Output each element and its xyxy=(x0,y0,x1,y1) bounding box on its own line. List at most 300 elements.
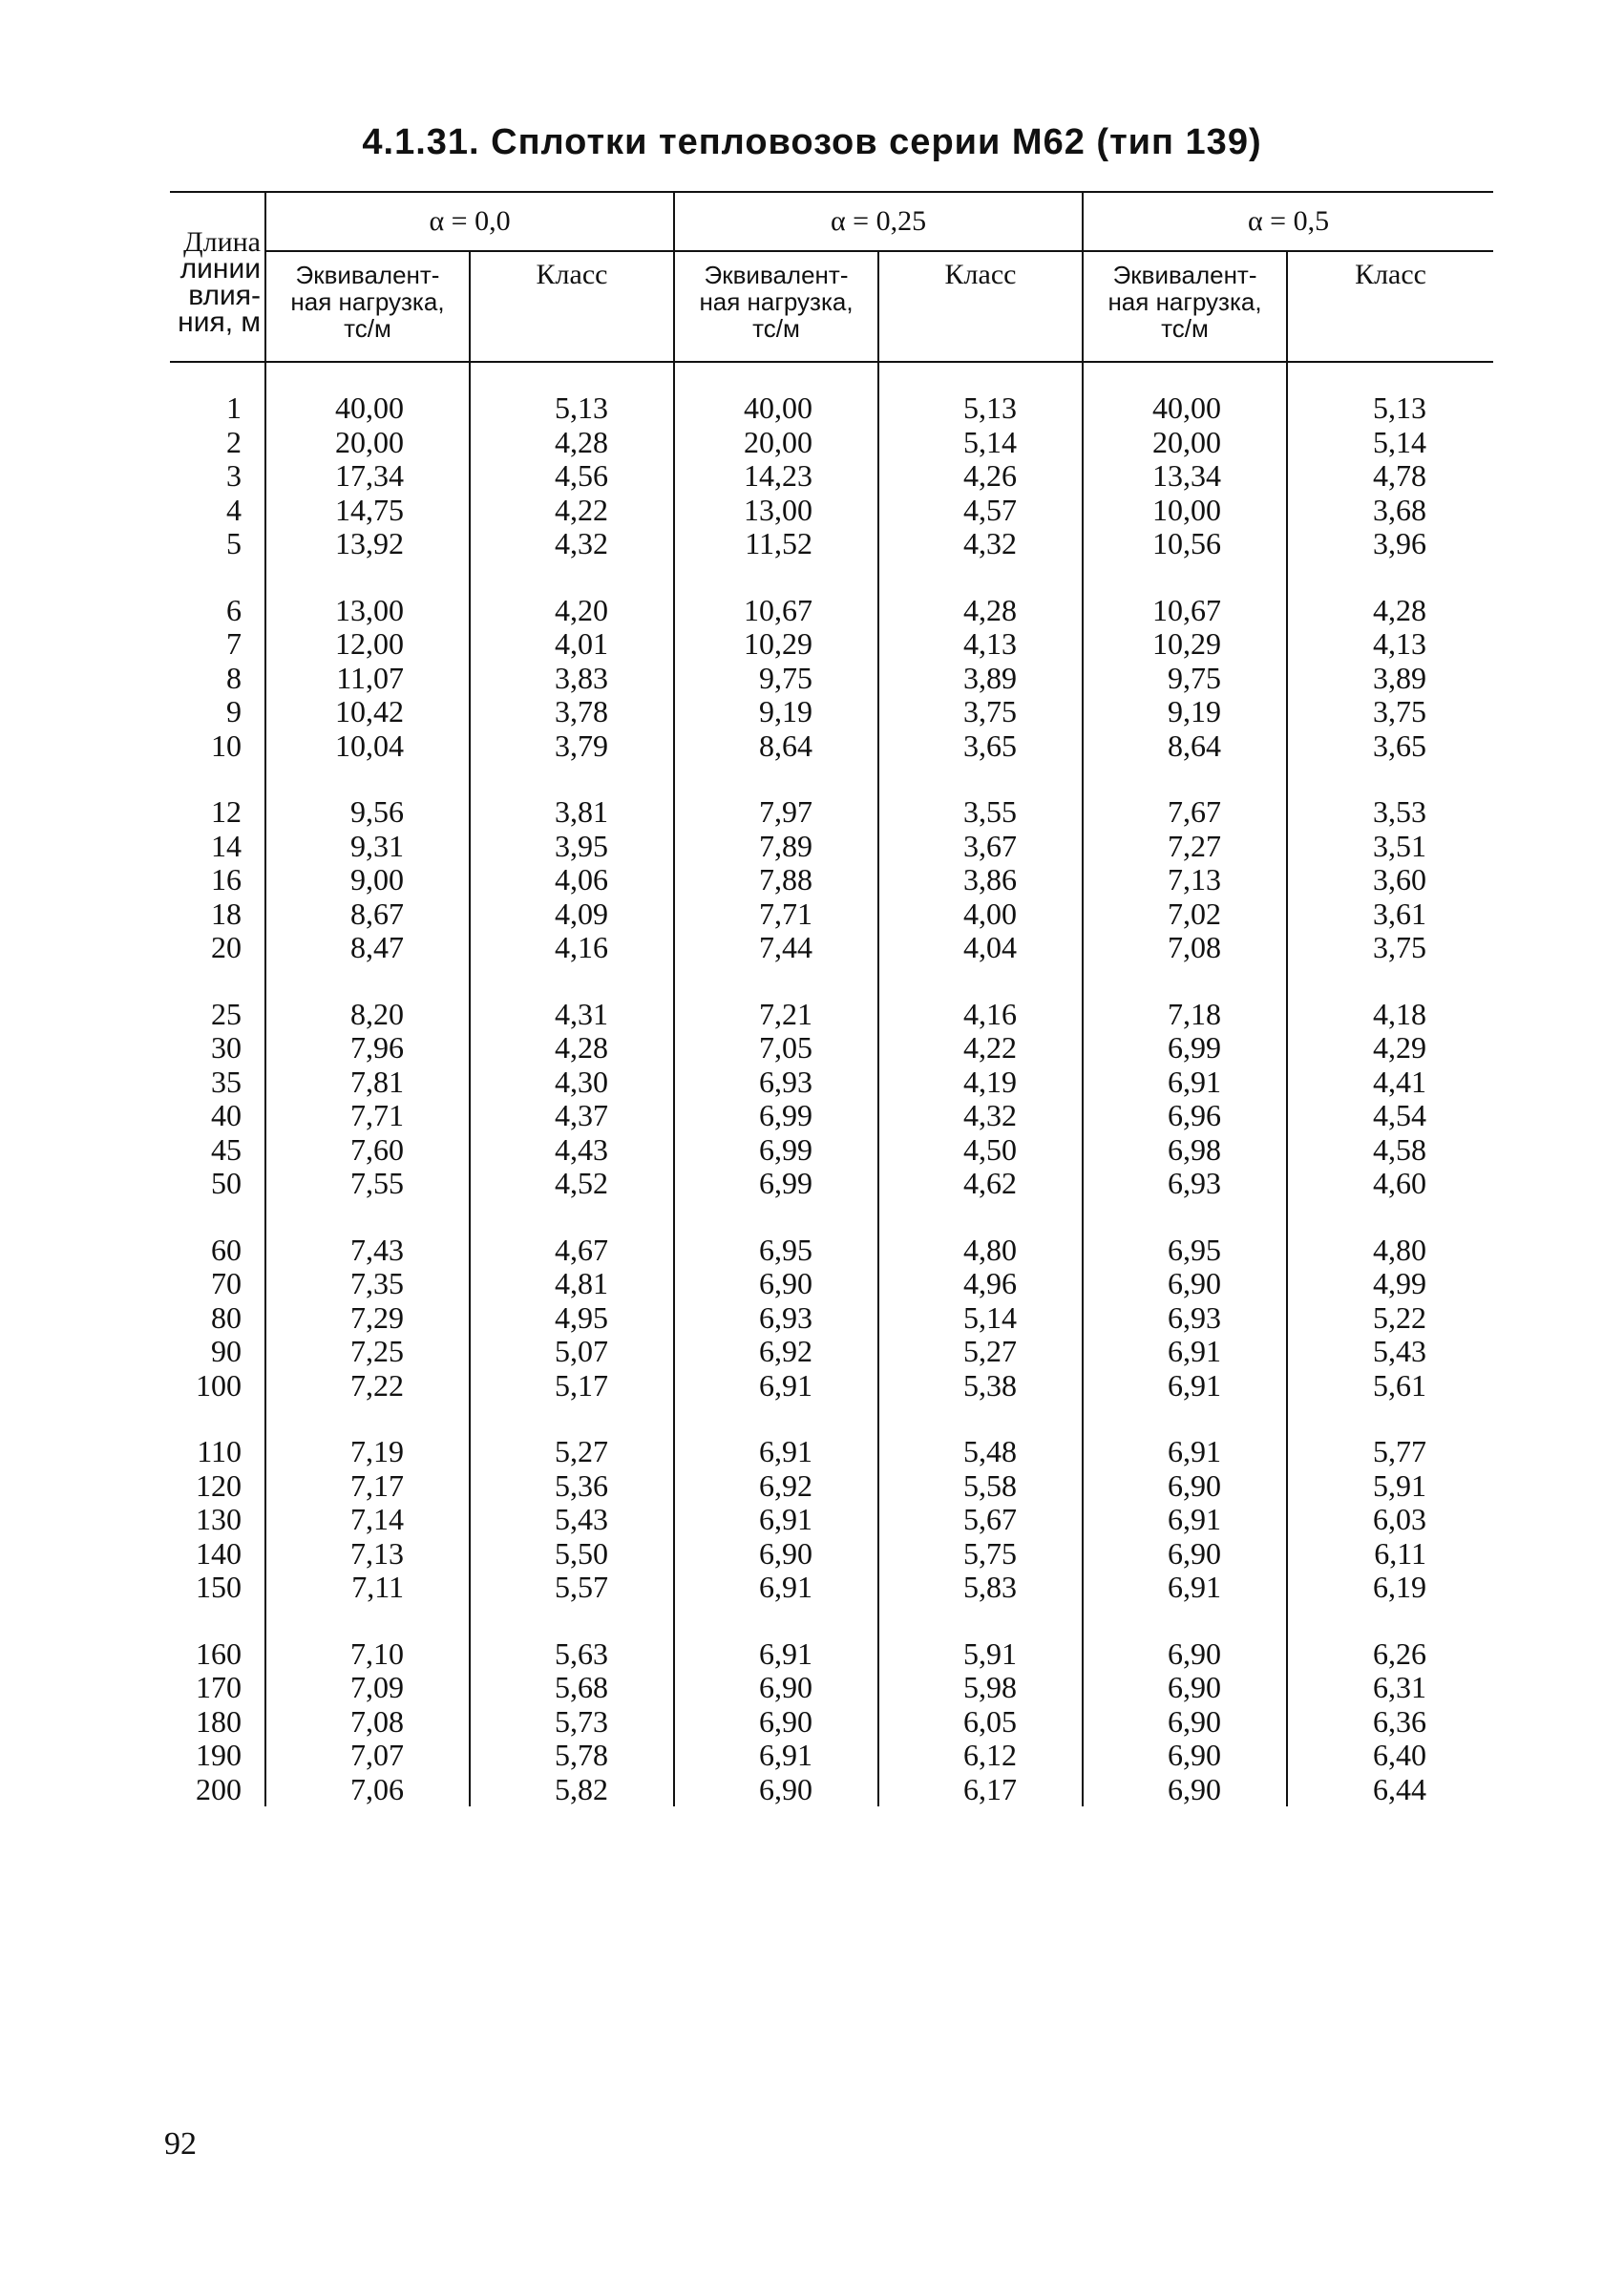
equiv-load-header xyxy=(1083,251,1287,362)
length-cell: 70 xyxy=(211,1266,242,1300)
equiv-load-cell: 6,90 xyxy=(674,1705,878,1740)
class-cell: 3,75 xyxy=(1287,931,1493,965)
table-row xyxy=(170,729,1493,764)
length-cell: 200 xyxy=(196,1771,242,1806)
equiv-load-cell: 6,93 xyxy=(674,1301,878,1336)
equiv-load-cell: 6,90 xyxy=(1083,1469,1287,1504)
class-cell: 3,78 xyxy=(470,695,674,729)
table-row xyxy=(170,1537,1493,1572)
class-cell: 4,22 xyxy=(470,494,674,528)
equiv-load-header xyxy=(674,251,878,362)
class-cell: 3,79 xyxy=(470,729,674,764)
table-row xyxy=(170,1605,1493,1672)
equiv-load-cell: 14,75 xyxy=(265,494,470,528)
class-cell: 4,01 xyxy=(470,627,674,662)
table-row xyxy=(170,931,1493,965)
equiv-load-cell: 8,20 xyxy=(265,965,470,1032)
class-cell: 4,81 xyxy=(470,1267,674,1301)
equiv-load-cell: 7,10 xyxy=(265,1605,470,1672)
class-cell: 6,05 xyxy=(878,1705,1083,1740)
equiv-load-cell: 10,67 xyxy=(1083,561,1287,628)
class-cell: 4,54 xyxy=(1287,1099,1493,1133)
length-cell: 4 xyxy=(226,492,242,527)
equiv-load-cell: 6,90 xyxy=(674,1773,878,1807)
equiv-load-cell: 6,91 xyxy=(674,1503,878,1537)
class-cell: 6,17 xyxy=(878,1773,1083,1807)
table-row xyxy=(170,1335,1493,1369)
equiv-load-cell: 7,81 xyxy=(265,1066,470,1100)
length-cell: 120 xyxy=(196,1467,242,1503)
length-cell: 150 xyxy=(196,1570,242,1604)
equiv-load-cell: 7,60 xyxy=(265,1133,470,1168)
equiv-load-cell: 6,91 xyxy=(1083,1369,1287,1403)
equiv-load-cell: 11,52 xyxy=(674,527,878,561)
class-cell: 5,91 xyxy=(878,1605,1083,1672)
length-header-line: Длина xyxy=(183,226,261,258)
equiv-load-cell: 7,35 xyxy=(265,1267,470,1301)
class-cell: 6,12 xyxy=(878,1739,1083,1773)
length-cell: 80 xyxy=(211,1299,242,1335)
class-cell: 5,27 xyxy=(878,1335,1083,1369)
class-cell: 4,28 xyxy=(470,1031,674,1066)
equiv-load-cell: 7,08 xyxy=(1083,931,1287,965)
equiv-load-cell: 40,00 xyxy=(265,362,470,426)
equiv-load-cell: 6,91 xyxy=(674,1369,878,1403)
equiv-load-cell: 7,11 xyxy=(265,1571,470,1605)
equiv-load-cell: 14,23 xyxy=(674,459,878,494)
equiv-load-cell: 6,90 xyxy=(674,1537,878,1572)
length-cell: 6 xyxy=(226,592,242,627)
equiv-load-cell: 6,96 xyxy=(1083,1099,1287,1133)
group-header-alpha-0-25: α = 0,25 xyxy=(674,192,1083,251)
equiv-label-line: Эквивалент- xyxy=(295,261,440,289)
equiv-load-cell: 7,19 xyxy=(265,1403,470,1469)
equiv-load-cell: 10,04 xyxy=(265,729,470,764)
table-row xyxy=(170,426,1493,460)
class-cell: 6,26 xyxy=(1287,1605,1493,1672)
class-cell: 4,96 xyxy=(878,1267,1083,1301)
class-cell: 5,07 xyxy=(470,1335,674,1369)
table-row xyxy=(170,1167,1493,1201)
length-header-line: линии xyxy=(179,253,261,285)
class-cell: 5,14 xyxy=(1287,426,1493,460)
equiv-load-cell: 7,02 xyxy=(1083,897,1287,932)
equiv-load-cell: 6,90 xyxy=(674,1671,878,1705)
class-cell: 5,50 xyxy=(470,1537,674,1572)
equiv-load-cell: 9,00 xyxy=(265,863,470,897)
equiv-load-cell: 7,07 xyxy=(265,1739,470,1773)
equiv-load-cell: 7,97 xyxy=(674,763,878,830)
equiv-load-cell: 6,93 xyxy=(1083,1167,1287,1201)
table-row xyxy=(170,1705,1493,1740)
class-header: Класс xyxy=(1287,251,1493,362)
equiv-load-cell: 6,90 xyxy=(1083,1671,1287,1705)
equiv-load-cell: 6,92 xyxy=(674,1469,878,1504)
length-cell: 90 xyxy=(211,1334,242,1368)
table-row xyxy=(170,1267,1493,1301)
equiv-load-cell: 9,75 xyxy=(674,662,878,696)
class-cell: 3,75 xyxy=(1287,695,1493,729)
equiv-load-cell: 7,55 xyxy=(265,1167,470,1201)
equiv-load-cell: 8,64 xyxy=(674,729,878,764)
class-cell: 5,67 xyxy=(878,1503,1083,1537)
length-cell: 45 xyxy=(211,1131,242,1167)
class-cell: 6,19 xyxy=(1287,1571,1493,1605)
equiv-load-cell: 6,90 xyxy=(1083,1705,1287,1740)
class-cell: 3,55 xyxy=(878,763,1083,830)
class-cell: 3,65 xyxy=(1287,729,1493,764)
equiv-label-line: тс/м xyxy=(752,314,800,343)
equiv-load-cell: 6,93 xyxy=(1083,1301,1287,1336)
equiv-load-cell: 7,06 xyxy=(265,1773,470,1807)
class-cell: 4,13 xyxy=(1287,627,1493,662)
length-cell: 25 xyxy=(211,996,242,1031)
equiv-load-cell: 7,13 xyxy=(265,1537,470,1572)
class-cell: 4,28 xyxy=(1287,561,1493,628)
equiv-load-cell: 10,00 xyxy=(1083,494,1287,528)
equiv-load-cell: 6,91 xyxy=(1083,1335,1287,1369)
equiv-load-header xyxy=(265,251,470,362)
equiv-load-cell: 7,71 xyxy=(265,1099,470,1133)
equiv-label-line: Эквивалент- xyxy=(704,261,849,289)
class-cell: 4,32 xyxy=(470,527,674,561)
equiv-load-cell: 20,00 xyxy=(674,426,878,460)
equiv-load-cell: 7,67 xyxy=(1083,763,1287,830)
class-cell: 3,68 xyxy=(1287,494,1493,528)
length-cell: 130 xyxy=(196,1502,242,1536)
equiv-load-cell: 9,56 xyxy=(265,763,470,830)
equiv-load-cell: 6,99 xyxy=(674,1167,878,1201)
equiv-load-cell: 20,00 xyxy=(1083,426,1287,460)
table-row xyxy=(170,1066,1493,1100)
equiv-load-cell: 6,90 xyxy=(1083,1605,1287,1672)
class-cell: 6,44 xyxy=(1287,1773,1493,1807)
table-row xyxy=(170,897,1493,932)
equiv-load-cell: 10,29 xyxy=(1083,627,1287,662)
length-cell: 16 xyxy=(211,862,242,897)
table-row xyxy=(170,830,1493,864)
class-cell: 4,22 xyxy=(878,1031,1083,1066)
equiv-load-cell: 13,92 xyxy=(265,527,470,561)
equiv-load-cell: 7,21 xyxy=(674,965,878,1032)
class-cell: 4,80 xyxy=(1287,1201,1493,1268)
equiv-load-cell: 10,29 xyxy=(674,627,878,662)
class-cell: 4,60 xyxy=(1287,1167,1493,1201)
equiv-load-cell: 13,34 xyxy=(1083,459,1287,494)
table-row xyxy=(170,1671,1493,1705)
equiv-load-cell: 6,99 xyxy=(1083,1031,1287,1066)
table-row xyxy=(170,863,1493,897)
equiv-load-cell: 9,75 xyxy=(1083,662,1287,696)
class-cell: 4,06 xyxy=(470,863,674,897)
length-cell: 1 xyxy=(226,390,242,425)
class-cell: 4,99 xyxy=(1287,1267,1493,1301)
class-cell: 5,57 xyxy=(470,1571,674,1605)
class-cell: 4,58 xyxy=(1287,1133,1493,1168)
equiv-load-cell: 9,19 xyxy=(1083,695,1287,729)
equiv-load-cell: 10,67 xyxy=(674,561,878,628)
class-cell: 3,65 xyxy=(878,729,1083,764)
equiv-load-cell: 6,91 xyxy=(674,1571,878,1605)
class-cell: 3,60 xyxy=(1287,863,1493,897)
class-cell: 4,50 xyxy=(878,1133,1083,1168)
length-cell: 18 xyxy=(211,896,242,931)
equiv-label-line: тс/м xyxy=(344,314,391,343)
length-cell: 50 xyxy=(211,1166,242,1200)
equiv-load-cell: 6,91 xyxy=(1083,1066,1287,1100)
class-cell: 4,67 xyxy=(470,1201,674,1268)
equiv-load-cell: 6,91 xyxy=(1083,1403,1287,1469)
class-cell: 6,11 xyxy=(1287,1537,1493,1572)
class-cell: 4,80 xyxy=(878,1201,1083,1268)
class-cell: 5,83 xyxy=(878,1571,1083,1605)
table-row xyxy=(170,627,1493,662)
equiv-load-cell: 6,91 xyxy=(674,1739,878,1773)
length-cell: 10 xyxy=(211,728,242,763)
equiv-label-line: тс/м xyxy=(1161,314,1209,343)
equiv-label-line: ная нагрузка, xyxy=(1107,287,1262,316)
equiv-load-cell: 6,95 xyxy=(1083,1201,1287,1268)
equiv-load-cell: 7,09 xyxy=(265,1671,470,1705)
equiv-load-cell: 17,34 xyxy=(265,459,470,494)
class-cell: 3,86 xyxy=(878,863,1083,897)
equiv-load-cell: 7,89 xyxy=(674,830,878,864)
table-row xyxy=(170,662,1493,696)
class-cell: 5,68 xyxy=(470,1671,674,1705)
equiv-load-cell: 10,42 xyxy=(265,695,470,729)
class-cell: 4,52 xyxy=(470,1167,674,1201)
class-cell: 4,29 xyxy=(1287,1031,1493,1066)
group-header-alpha-0: α = 0,0 xyxy=(265,192,674,251)
class-cell: 4,30 xyxy=(470,1066,674,1100)
class-cell: 5,73 xyxy=(470,1705,674,1740)
length-header-line: ния, м xyxy=(178,306,261,338)
class-cell: 5,48 xyxy=(878,1403,1083,1469)
class-cell: 3,81 xyxy=(470,763,674,830)
equiv-load-cell: 6,90 xyxy=(1083,1267,1287,1301)
class-cell: 5,14 xyxy=(878,426,1083,460)
table-row xyxy=(170,1031,1493,1066)
table-row xyxy=(170,1571,1493,1605)
equiv-load-cell: 7,44 xyxy=(674,931,878,965)
class-cell: 3,61 xyxy=(1287,897,1493,932)
equiv-load-cell: 6,90 xyxy=(1083,1773,1287,1807)
class-cell: 5,13 xyxy=(878,362,1083,426)
length-cell: 8 xyxy=(226,660,242,695)
equiv-load-cell: 6,91 xyxy=(1083,1571,1287,1605)
equiv-load-cell: 7,29 xyxy=(265,1301,470,1336)
equiv-load-cell: 12,00 xyxy=(265,627,470,662)
equiv-load-cell: 6,91 xyxy=(674,1605,878,1672)
table-row xyxy=(170,494,1493,528)
class-cell: 3,89 xyxy=(878,662,1083,696)
class-cell: 4,32 xyxy=(878,527,1083,561)
class-cell: 4,57 xyxy=(878,494,1083,528)
class-cell: 4,31 xyxy=(470,965,674,1032)
class-cell: 4,00 xyxy=(878,897,1083,932)
equiv-load-cell: 13,00 xyxy=(674,494,878,528)
equiv-load-cell: 9,31 xyxy=(265,830,470,864)
class-cell: 4,20 xyxy=(470,561,674,628)
equiv-load-cell: 10,56 xyxy=(1083,527,1287,561)
equiv-load-cell: 6,90 xyxy=(1083,1739,1287,1773)
equiv-load-cell: 7,08 xyxy=(265,1705,470,1740)
class-cell: 4,37 xyxy=(470,1099,674,1133)
table-row xyxy=(170,965,1493,1032)
table-row xyxy=(170,1739,1493,1773)
table-row xyxy=(170,1469,1493,1504)
table-row xyxy=(170,527,1493,561)
table-row xyxy=(170,362,1493,426)
equiv-load-cell: 7,88 xyxy=(674,863,878,897)
class-cell: 4,09 xyxy=(470,897,674,932)
equiv-load-cell: 6,98 xyxy=(1083,1133,1287,1168)
equiv-load-cell: 20,00 xyxy=(265,426,470,460)
table-row xyxy=(170,459,1493,494)
class-cell: 5,98 xyxy=(878,1671,1083,1705)
table-row xyxy=(170,763,1493,830)
length-cell: 9 xyxy=(226,694,242,728)
equiv-load-cell: 6,99 xyxy=(674,1133,878,1168)
equiv-load-cell: 11,07 xyxy=(265,662,470,696)
equiv-load-cell: 7,43 xyxy=(265,1201,470,1268)
class-cell: 3,67 xyxy=(878,830,1083,864)
length-cell: 14 xyxy=(211,828,242,863)
equiv-load-cell: 9,19 xyxy=(674,695,878,729)
class-header: Класс xyxy=(470,251,674,362)
length-cell: 160 xyxy=(196,1635,242,1671)
equiv-load-cell: 6,99 xyxy=(674,1099,878,1133)
length-cell: 140 xyxy=(196,1535,242,1571)
data-table xyxy=(170,191,1493,1806)
class-cell: 3,51 xyxy=(1287,830,1493,864)
equiv-load-cell: 40,00 xyxy=(1083,362,1287,426)
class-cell: 4,95 xyxy=(470,1301,674,1336)
class-cell: 4,62 xyxy=(878,1167,1083,1201)
page-number: 92 xyxy=(164,2126,197,2162)
equiv-label-line: ная нагрузка, xyxy=(699,287,854,316)
length-cell: 170 xyxy=(196,1670,242,1704)
class-cell: 6,40 xyxy=(1287,1739,1493,1773)
class-cell: 5,22 xyxy=(1287,1301,1493,1336)
class-cell: 4,78 xyxy=(1287,459,1493,494)
class-cell: 4,26 xyxy=(878,459,1083,494)
class-cell: 6,03 xyxy=(1287,1503,1493,1537)
class-cell: 5,77 xyxy=(1287,1403,1493,1469)
table-row xyxy=(170,1503,1493,1537)
class-cell: 5,61 xyxy=(1287,1369,1493,1403)
class-cell: 6,31 xyxy=(1287,1671,1493,1705)
equiv-load-cell: 8,64 xyxy=(1083,729,1287,764)
class-cell: 3,83 xyxy=(470,662,674,696)
length-cell: 2 xyxy=(226,424,242,459)
length-cell: 190 xyxy=(196,1738,242,1772)
equiv-load-cell: 6,90 xyxy=(1083,1537,1287,1572)
equiv-label-line: ная нагрузка, xyxy=(290,287,445,316)
length-cell: 7 xyxy=(226,626,242,661)
class-cell: 5,63 xyxy=(470,1605,674,1672)
class-cell: 4,18 xyxy=(1287,965,1493,1032)
length-cell: 20 xyxy=(211,930,242,964)
class-cell: 5,78 xyxy=(470,1739,674,1773)
equiv-load-cell: 7,17 xyxy=(265,1469,470,1504)
table-row xyxy=(170,561,1493,628)
equiv-load-cell: 7,27 xyxy=(1083,830,1287,864)
equiv-load-cell: 6,92 xyxy=(674,1335,878,1369)
length-cell: 180 xyxy=(196,1703,242,1739)
table-row xyxy=(170,1099,1493,1133)
class-cell: 6,36 xyxy=(1287,1705,1493,1740)
equiv-load-cell: 6,95 xyxy=(674,1201,878,1268)
equiv-load-cell: 8,67 xyxy=(265,897,470,932)
class-cell: 3,53 xyxy=(1287,763,1493,830)
class-cell: 5,38 xyxy=(878,1369,1083,1403)
equiv-load-cell: 7,14 xyxy=(265,1503,470,1537)
class-cell: 4,41 xyxy=(1287,1066,1493,1100)
length-header xyxy=(170,192,265,362)
class-cell: 4,56 xyxy=(470,459,674,494)
class-cell: 3,95 xyxy=(470,830,674,864)
class-cell: 3,89 xyxy=(1287,662,1493,696)
equiv-load-cell: 6,90 xyxy=(674,1267,878,1301)
class-cell: 4,13 xyxy=(878,627,1083,662)
class-cell: 4,04 xyxy=(878,931,1083,965)
class-cell: 4,32 xyxy=(878,1099,1083,1133)
class-cell: 5,58 xyxy=(878,1469,1083,1504)
equiv-load-cell: 7,18 xyxy=(1083,965,1287,1032)
length-header-line: влия- xyxy=(188,280,261,311)
class-cell: 5,13 xyxy=(470,362,674,426)
class-cell: 4,28 xyxy=(470,426,674,460)
table-row xyxy=(170,1301,1493,1336)
equiv-load-cell: 6,91 xyxy=(1083,1503,1287,1537)
equiv-load-cell: 13,00 xyxy=(265,561,470,628)
length-cell: 5 xyxy=(226,526,242,560)
length-cell: 35 xyxy=(211,1064,242,1099)
equiv-label-line: Эквивалент- xyxy=(1112,261,1257,289)
class-header: Класс xyxy=(878,251,1083,362)
class-cell: 5,82 xyxy=(470,1773,674,1807)
class-cell: 3,75 xyxy=(878,695,1083,729)
length-cell: 100 xyxy=(196,1367,242,1403)
class-cell: 4,28 xyxy=(878,561,1083,628)
table-row xyxy=(170,1369,1493,1403)
length-cell: 3 xyxy=(226,458,242,493)
table-row xyxy=(170,1133,1493,1168)
equiv-load-cell: 8,47 xyxy=(265,931,470,965)
equiv-load-cell: 7,25 xyxy=(265,1335,470,1369)
class-cell: 4,43 xyxy=(470,1133,674,1168)
length-cell: 40 xyxy=(211,1098,242,1132)
class-cell: 4,16 xyxy=(470,931,674,965)
length-cell: 110 xyxy=(197,1434,242,1468)
table-row xyxy=(170,1773,1493,1807)
group-header-alpha-0-5: α = 0,5 xyxy=(1083,192,1493,251)
equiv-load-cell: 6,93 xyxy=(674,1066,878,1100)
class-cell: 5,14 xyxy=(878,1301,1083,1336)
class-cell: 5,91 xyxy=(1287,1469,1493,1504)
length-cell: 12 xyxy=(211,794,242,829)
table-row xyxy=(170,695,1493,729)
class-cell: 5,17 xyxy=(470,1369,674,1403)
class-cell: 4,16 xyxy=(878,965,1083,1032)
equiv-load-cell: 7,22 xyxy=(265,1369,470,1403)
equiv-load-cell: 7,13 xyxy=(1083,863,1287,897)
class-cell: 4,19 xyxy=(878,1066,1083,1100)
equiv-load-cell: 7,96 xyxy=(265,1031,470,1066)
table-body xyxy=(170,362,1493,1806)
class-cell: 5,13 xyxy=(1287,362,1493,426)
